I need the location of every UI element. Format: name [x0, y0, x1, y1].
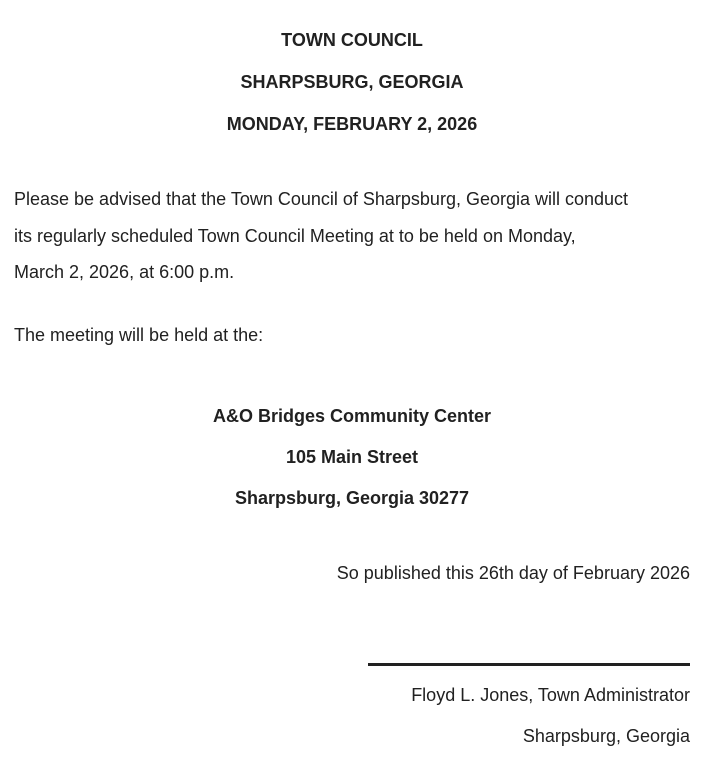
venue-block	[14, 396, 690, 519]
header-city-state: SHARPSBURG, GEORGIA	[240, 72, 464, 92]
venue-city-state-zip: Sharpsburg, Georgia 30277	[234, 488, 470, 508]
signature-line	[368, 663, 690, 666]
document-header	[14, 19, 690, 145]
signature-block	[14, 675, 690, 757]
intro-paragraph	[14, 181, 690, 291]
intro-line-1: Please be advised that the Town Council of Sharpsburg, Georgia will conduct	[14, 189, 629, 209]
venue-street: 105 Main Street	[285, 447, 419, 467]
signatory-name-title: Floyd L. Jones, Town Administrator	[411, 684, 690, 705]
signatory-location: Sharpsburg, Georgia	[522, 725, 690, 746]
header-title: TOWN COUNCIL	[281, 30, 423, 50]
meeting-location-intro: The meeting will be held at the:	[14, 324, 264, 345]
intro-line-2: its regularly scheduled Town Council Meeting at to be held on Monday,	[14, 225, 576, 246]
publication-statement: So published this 26th day of February 2026	[336, 563, 690, 583]
venue-name: A&O Bridges Community Center	[212, 406, 492, 426]
header-date: MONDAY, FEBRUARY 2, 2026	[226, 114, 478, 134]
intro-line-3: March 2, 2026, at 6:00 p.m.	[14, 262, 235, 282]
